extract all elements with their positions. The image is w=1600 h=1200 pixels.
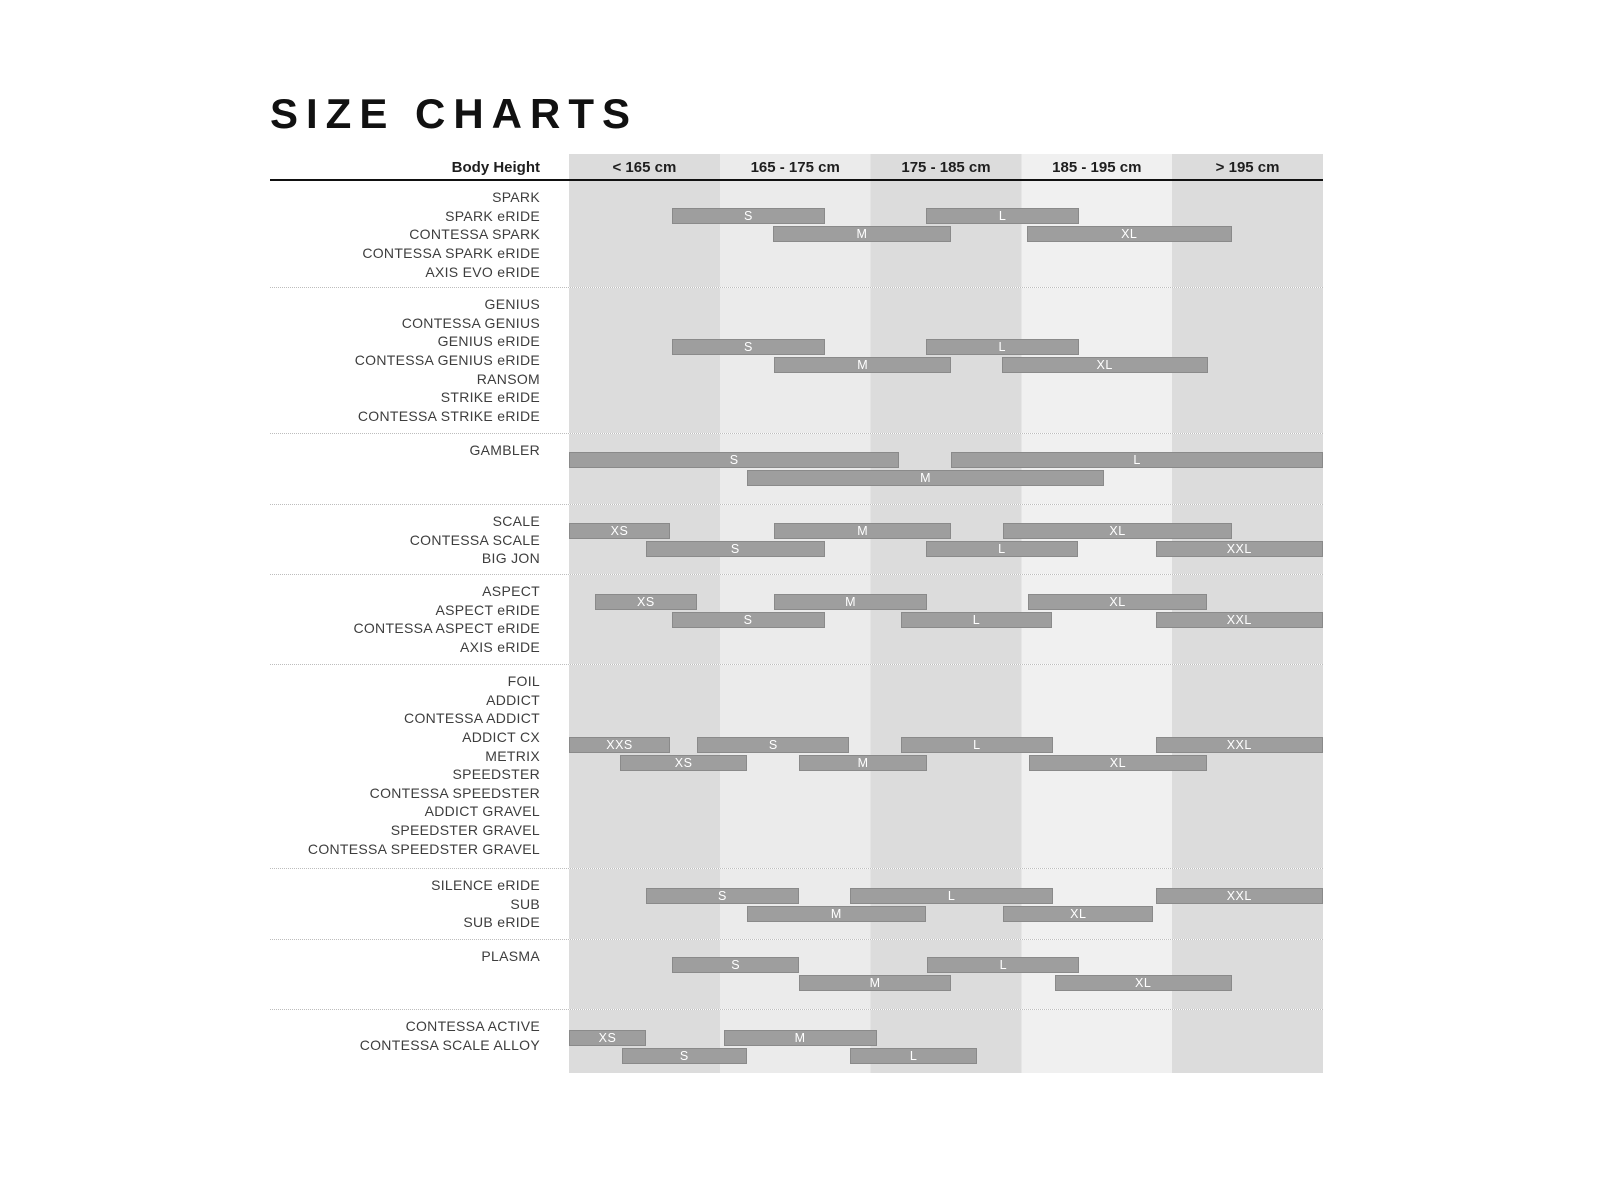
size-bar-xxl: XXL	[1156, 888, 1323, 904]
model-label: SUB	[510, 895, 540, 912]
column-header-lt165: < 165 cm	[612, 159, 677, 177]
model-labels-silence-sub	[270, 869, 569, 939]
column-header-gt195: > 195 cm	[1215, 159, 1280, 177]
group-chart-genius	[569, 288, 1323, 433]
group-chart-aspect	[569, 575, 1323, 664]
model-label: ADDICT CX	[462, 729, 540, 746]
model-label: CONTESSA ACTIVE	[405, 1018, 540, 1035]
size-bar-l: L	[901, 737, 1053, 753]
model-label: SPARK	[492, 189, 540, 206]
model-label: PLASMA	[481, 948, 540, 965]
model-label: AXIS eRIDE	[459, 639, 540, 656]
model-group-scale	[270, 504, 1323, 574]
model-label: SCALE	[492, 513, 540, 530]
content-area	[270, 90, 1323, 1073]
size-bar-m: M	[774, 594, 927, 610]
size-bar-l: L	[850, 888, 1053, 904]
model-labels-aspect	[270, 575, 569, 664]
size-bar-xxl: XXL	[1156, 541, 1323, 557]
group-chart-plasma	[569, 940, 1323, 1009]
group-chart-contessa-active	[569, 1010, 1323, 1073]
model-group-gambler	[270, 433, 1323, 504]
size-bar-l: L	[927, 957, 1079, 973]
model-label: SUB eRIDE	[463, 914, 540, 931]
model-label: STRIKE eRIDE	[440, 389, 540, 406]
size-bar-s: S	[672, 339, 824, 355]
model-labels-foil	[270, 665, 569, 868]
model-label: CONTESSA ASPECT eRIDE	[353, 620, 540, 637]
model-label: CONTESSA SPEEDSTER	[369, 784, 540, 801]
size-bar-xs: XS	[569, 1030, 646, 1046]
group-chart-gambler	[569, 434, 1323, 504]
model-label: CONTESSA SCALE	[409, 531, 540, 548]
model-label: AXIS EVO eRIDE	[425, 263, 540, 280]
model-labels-plasma	[270, 940, 569, 1009]
size-bar-m: M	[774, 357, 951, 373]
model-label: RANSOM	[476, 370, 540, 387]
body-height-header: Body Height	[451, 159, 540, 177]
model-group-contessa-active	[270, 1009, 1323, 1073]
size-bar-xxl: XXL	[1156, 737, 1323, 753]
model-group-plasma	[270, 939, 1323, 1009]
size-bar-l: L	[951, 452, 1323, 468]
size-bar-xs: XS	[595, 594, 698, 610]
size-bar-xs: XS	[620, 755, 747, 771]
table-header-row	[270, 154, 1323, 181]
size-bar-xl: XL	[1002, 357, 1208, 373]
model-label: GENIUS eRIDE	[437, 333, 540, 350]
model-label: CONTESSA GENIUS eRIDE	[354, 352, 540, 369]
column-header-165-175: 165 - 175 cm	[750, 159, 840, 177]
model-label: SILENCE eRIDE	[431, 877, 540, 894]
size-bar-m: M	[724, 1030, 877, 1046]
model-label: SPEEDSTER	[452, 766, 540, 783]
model-label: SPEEDSTER GRAVEL	[390, 822, 540, 839]
group-chart-silence-sub	[569, 869, 1323, 939]
size-bar-s: S	[672, 957, 799, 973]
model-label: BIG JON	[481, 550, 540, 567]
size-bar-m: M	[774, 523, 951, 539]
size-bar-s: S	[622, 1048, 747, 1064]
size-bar-s: S	[646, 541, 825, 557]
size-bar-s: S	[697, 737, 849, 753]
size-bar-xxl: XXL	[1156, 612, 1323, 628]
size-chart-table	[270, 154, 1323, 1073]
model-group-spark	[270, 181, 1323, 287]
page-title: SIZE CHARTS	[270, 90, 639, 137]
model-label: METRIX	[485, 747, 540, 764]
model-labels-spark	[270, 181, 569, 287]
model-label: ADDICT GRAVEL	[424, 803, 540, 820]
size-bar-l: L	[926, 339, 1079, 355]
size-bar-s: S	[646, 888, 799, 904]
model-label: CONTESSA SPARK	[409, 226, 540, 243]
size-bar-xl: XL	[1027, 226, 1232, 242]
group-chart-spark	[569, 181, 1323, 287]
model-labels-gambler	[270, 434, 569, 504]
model-labels-contessa-active	[270, 1010, 569, 1073]
model-groups	[270, 181, 1323, 1073]
size-bar-xs: XS	[569, 523, 670, 539]
model-label: ASPECT	[482, 583, 540, 600]
model-label: CONTESSA GENIUS	[401, 314, 540, 331]
column-header-175-185: 175 - 185 cm	[901, 159, 991, 177]
model-label: CONTESSA SCALE ALLOY	[359, 1036, 540, 1053]
size-bar-m: M	[799, 755, 927, 771]
model-label: FOIL	[507, 673, 540, 690]
model-labels-genius	[270, 288, 569, 433]
size-bar-xxs: XXS	[569, 737, 670, 753]
size-bar-l: L	[850, 1048, 977, 1064]
model-label: ADDICT	[486, 691, 540, 708]
size-bar-m: M	[747, 906, 926, 922]
size-bar-l: L	[926, 208, 1080, 224]
model-group-genius	[270, 287, 1323, 433]
size-bar-m: M	[773, 226, 952, 242]
size-bar-l: L	[901, 612, 1053, 628]
size-bar-l: L	[926, 541, 1078, 557]
size-bar-xl: XL	[1003, 906, 1153, 922]
model-label: GAMBLER	[469, 442, 540, 459]
model-group-silence-sub	[270, 868, 1323, 939]
column-headers	[569, 154, 1323, 179]
model-label: CONTESSA SPEEDSTER GRAVEL	[307, 840, 540, 857]
model-label: GENIUS	[484, 296, 540, 313]
size-bar-xl: XL	[1028, 594, 1207, 610]
model-label: CONTESSA SPARK eRIDE	[362, 245, 540, 262]
size-bar-s: S	[672, 208, 824, 224]
model-labels-scale	[270, 505, 569, 574]
group-chart-scale	[569, 505, 1323, 574]
group-chart-foil	[569, 665, 1323, 868]
model-group-aspect	[270, 574, 1323, 664]
model-label: SPARK eRIDE	[445, 207, 540, 224]
size-bar-xl: XL	[1029, 755, 1207, 771]
size-bar-s: S	[569, 452, 899, 468]
model-label: CONTESSA ADDICT	[404, 710, 540, 727]
model-group-foil	[270, 664, 1323, 868]
size-bar-m: M	[799, 975, 951, 991]
model-label: CONTESSA STRIKE eRIDE	[357, 407, 540, 424]
size-bar-xl: XL	[1003, 523, 1231, 539]
size-bar-s: S	[672, 612, 825, 628]
size-bar-xl: XL	[1055, 975, 1232, 991]
size-bar-m: M	[747, 470, 1104, 486]
model-label: ASPECT eRIDE	[435, 601, 540, 618]
column-header-185-195: 185 - 195 cm	[1052, 159, 1142, 177]
